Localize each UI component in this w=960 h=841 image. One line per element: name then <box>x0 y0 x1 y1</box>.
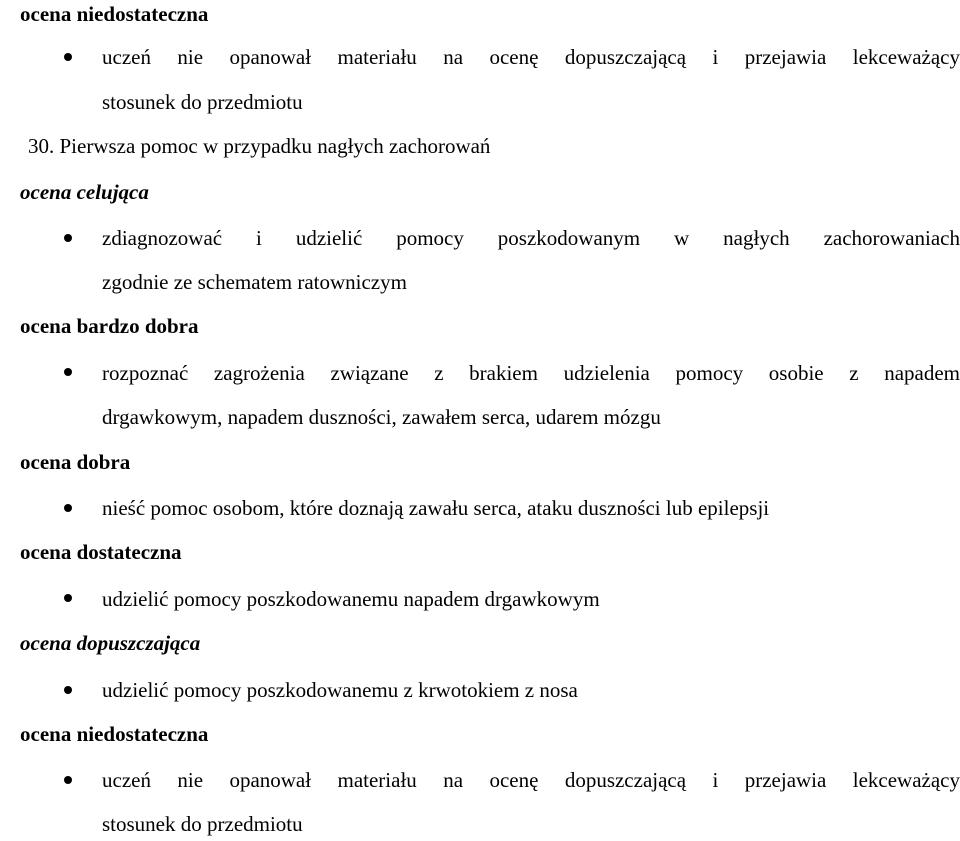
list-item-line: uczeń nie opanował materiału na ocenę dopuszczającą i przejawia lekceważący <box>102 768 960 792</box>
grade-heading-celujaca: ocena celująca <box>20 180 149 204</box>
list-item-line: udzielić pomocy poszkodowanemu napadem drgawkowym <box>102 587 600 611</box>
list-item-line: uczeń nie opanował materiału na ocenę dopuszczającą i przejawia lekceważący <box>102 45 960 69</box>
list-item-line: zdiagnozować i udzielić pomocy poszkodowanym w nagłych zachorowaniach <box>102 226 960 250</box>
list-item-line: zgodnie ze schematem ratowniczym <box>102 270 407 294</box>
list-item-line: nieść pomoc osobom, które doznają zawału serca, ataku duszności lub epilepsji <box>102 496 770 520</box>
section-title: 30. Pierwsza pomoc w przypadku nagłych zachorowań <box>28 134 491 158</box>
list-item-line: drgawkowym, napadem duszności, zawałem serca, udarem mózgu <box>102 405 661 429</box>
list-item-line: stosunek do przedmiotu <box>102 812 303 836</box>
grade-heading-dostateczna: ocena dostateczna <box>20 540 182 564</box>
list-item-line: udzielić pomocy poszkodowanemu z krwotokiem z nosa <box>102 678 578 702</box>
bullet-icon <box>64 234 72 242</box>
list-item-line: stosunek do przedmiotu <box>102 90 303 114</box>
bullet-icon <box>64 776 72 784</box>
grade-heading-bardzo-dobra: ocena bardzo dobra <box>20 314 199 338</box>
list-item-line: rozpoznać zagrożenia związane z brakiem udzielenia pomocy osobie z napadem <box>102 361 960 385</box>
grade-heading-dobra: ocena dobra <box>20 450 131 474</box>
grade-heading-niedostateczna: ocena niedostateczna <box>20 722 209 746</box>
bullet-icon <box>64 504 72 512</box>
bullet-icon <box>64 594 72 602</box>
grade-heading-niedostateczna: ocena niedostateczna <box>20 2 209 26</box>
bullet-icon <box>64 53 72 61</box>
bullet-icon <box>64 686 72 694</box>
bullet-icon <box>64 368 72 376</box>
grade-heading-dopuszczajaca: ocena dopuszczająca <box>20 631 201 655</box>
